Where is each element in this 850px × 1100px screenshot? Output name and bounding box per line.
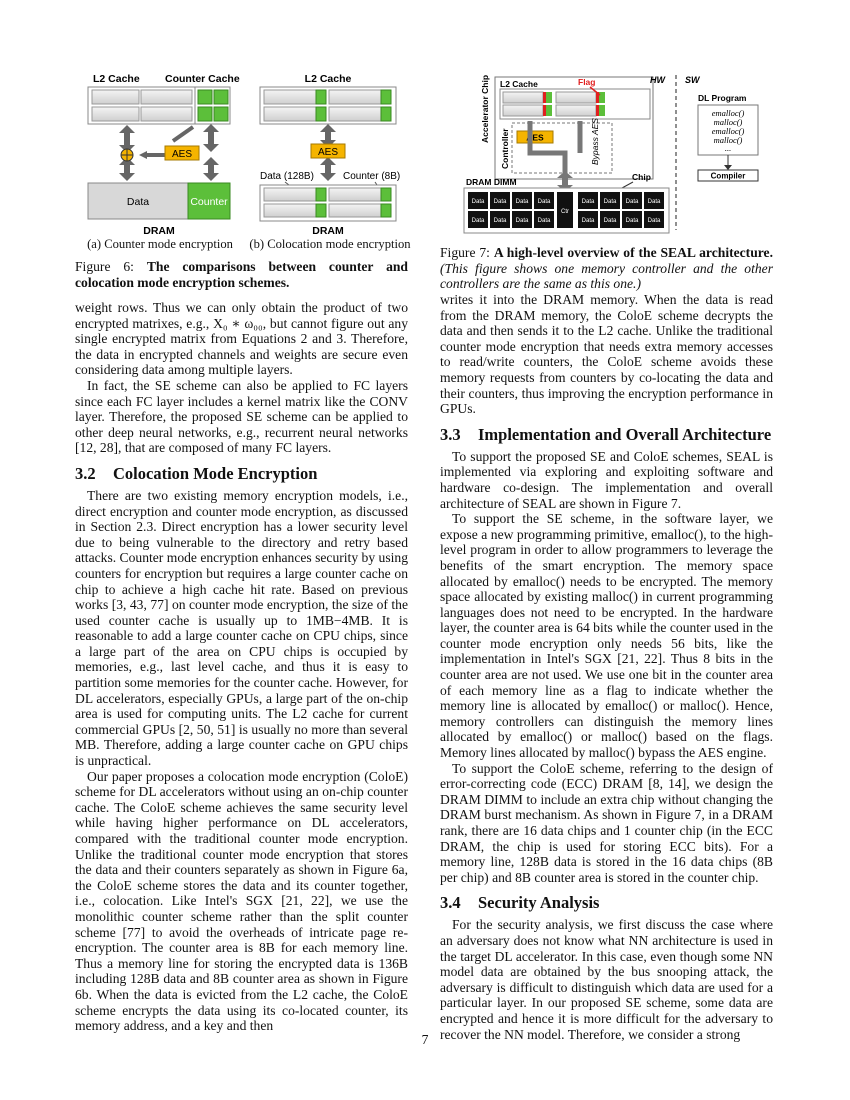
fig6b-counter-label: Counter (8B): [343, 171, 401, 182]
fig7-dl-program-label: DL Program: [698, 93, 747, 103]
fig6b-aes-label: AES: [317, 147, 339, 158]
figure-6-diagram: [75, 65, 415, 240]
fig7-counter-chip-label: Ctr: [561, 209, 569, 215]
right-column: [440, 292, 773, 1042]
fig7-hw-label: HW: [650, 75, 665, 85]
fig7-data-chip-label: Data: [625, 218, 639, 224]
fig7-data-chip-label: Data: [493, 218, 507, 224]
svg-text:malloc(): malloc(): [713, 135, 743, 145]
fig6a-aes-label: AES: [171, 149, 193, 160]
section-3-2-heading: 3.2 Colocation Mode Encryption: [75, 463, 318, 483]
fig7-data-chip-label: Data: [647, 199, 661, 205]
left-paragraph-2: In fact, the SE scheme can also be applied to FC layers since each FC layer includes a kernel matrix like the CONV layer. Therefore, the proposed SE scheme can be applied to other deep neural networks, e.g., recurrent neural networks [12, 28], that are composed of many FC layers.: [75, 377, 408, 456]
fig6a-dram-label: DRAM: [143, 225, 175, 237]
fig6b-l2-label: L2 Cache: [304, 73, 352, 85]
fig6a-subcaption: (a) Counter mode encryption: [87, 237, 233, 251]
fig7-data-chip-label: Data: [515, 218, 529, 224]
section-3-4-heading: 3.4 Security Analysis: [440, 893, 600, 913]
figure-7-caption: Figure 7: A high-level overview of the SEAL architecture. (This figure shows one memory controller and the other controllers are the same as this one.): [440, 245, 773, 292]
fig7-accelerator-chip-label: Accelerator Chip: [480, 74, 490, 143]
left-column: [75, 300, 408, 1034]
fig7-compiler-label: Compiler: [710, 171, 746, 181]
svg-text:emalloc(): emalloc(): [711, 126, 745, 136]
fig6b-dram-label: DRAM: [312, 225, 344, 237]
page-number: 7: [421, 1032, 429, 1047]
fig6b-subcaption: (b) Colocation mode encryption: [249, 237, 411, 251]
right-paragraph-4: To support the ColoE scheme, referring to the design of error-correcting code (ECC) DRAM [8, 14], we design the DRAM DIMM to include an extra chip without changing the DRAM burst mechanism. As shown in Figure 7, in a DRAM rank, there are 16 data chips and 1 counter chip (in the ECC DRAM, the chip is used for storing ECC bits). For a memory line, 128B data is stored in the 16 data chips (8B per chip) and 8B counter area is stored in the counter chip.: [440, 760, 773, 885]
fig7-data-chip-label: Data: [603, 199, 617, 205]
left-paragraph-3: There are two existing memory encryption models, i.e., direct encryption and counter mode encryption, as discussed in Section 2.3. Direct encryption has a lower security level due to being vulnerable to the directory and retry based attacks. Counter mode encryption enhances security by using counters for encryption but requires a large counter cache on chip to achieve a high cache hit rate. Based on previous works [3, 43, 77] on counter mode encryption, the size of the used counter cache is usually up to 1MB−4MB. It is reasonable to add a large counter cache on CPU chips, since a large part of the area on CPU chips is occupied by memories, e.g., last level cache, and thus it is easy to partition some memories for the counter cache. However, for DL accelerators, especially GPUs, a large part of the on-chip area is used for computing units. The L2 cache for current commercial GPUs [2, 50, 51] is usually no more than several MB. Therefore, adding a large counter cache on GPU chips is unpractical.: [75, 487, 408, 769]
fig7-data-chip-label: Data: [537, 199, 551, 205]
fig7-data-chip-label: Data: [537, 218, 551, 224]
fig7-data-chip-label: Data: [625, 199, 639, 205]
fig6a-data-label: Data: [126, 196, 150, 208]
section-3-3-heading: 3.3 Implementation and Overall Architecture: [440, 424, 772, 444]
fig7-data-chip-label: Data: [581, 218, 595, 224]
left-paragraph-4: Our paper proposes a colocation mode encryption (ColoE) scheme for DL accelerators without using an on-chip counter cache. The ColoE scheme achieves the same security level while having higher performance on DL accelerators, compared with the traditional counter mode encryption. Unlike the traditional counter mode encryption that stores the data and their counters separately as shown in Figure 6a, the ColoE scheme stores the data and its counter together, i.e., colocation. Like Intel's SGX [21, 22], we use the monolithic counter scheme rather than the split counter scheme [77] to avoid the overheads of intricate page re-encryption. The counter area is 8B for each memory line. Thus a memory line for storing the encrypted data is 136B including 128B data and 8B counter area as shown in Figure 6b. When the data is evicted from the L2 cache, the ColoE scheme encrypts the data using its co-located counter, its memory address, and a key and then: [75, 768, 408, 1034]
fig7-data-chip-label: Data: [515, 199, 529, 205]
fig7-data-chip-label: Data: [471, 218, 485, 224]
fig7-data-chip-label: Data: [581, 199, 595, 205]
fig7-data-chip-label: Data: [493, 199, 507, 205]
figure-6-caption: Figure 6: The comparisons between counter and colocation mode encryption schemes.: [75, 259, 408, 290]
fig7-bypass-label: Bypass AES: [590, 118, 600, 165]
fig7-l2-label: L2 Cache: [500, 79, 538, 89]
fig6a-counter-cache-label: Counter Cache: [165, 73, 240, 85]
fig7-flag-label: Flag: [578, 77, 596, 87]
figure-7: [440, 65, 775, 300]
right-paragraph-3: To support the SE scheme, in the software layer, we expose a new programming primitive, emalloc(), to the high-level program in order to allow programmers to leverage the benefits of the smart encryption. The memory space allocated by emalloc() needs to be encrypted. The memory space allocated by existing malloc() in current programming languages does not need to be encrypted. In the hardware layer, the counter area is 64 bits while the counter used in the counter mode encryption only needs 56 bits, like the implementation in Intel's SGX [21, 22]. Thus 8 bits in the counter area are not used. We use one bit in the counter area of each memory line as a flag to indicate whether the memory line is allocated by emalloc() or malloc(). Hence, memory controllers can distinguish the memory lines allocated by emalloc() or malloc() based on the flags. Memory lines allocated by malloc() bypass the AES engine.: [440, 511, 773, 761]
left-paragraph-1: weight rows. Thus we can only obtain the product of two encrypted matrixes, e.g., X₀ ∗ ω₀₀, but cannot figure out any single encrypted matrix from Equations 2 and 3. Therefore, the data in encrypted channels and weights are secure even considering data among multiple layers.: [75, 300, 408, 378]
figure-7-diagram: [440, 65, 775, 235]
right-paragraph-5: For the security analysis, we first discuss the case where an adversary does not know what NN architecture is used in the target DL accelerator. In this case, even though some NN model data are obtained by the bus snooping attack, the adversary is difficult to distinguish which data are used for a particular layer. In our proposed SE scheme, some data are encrypted and hence it is more difficult for the adversary to recover the NN model. Therefore, we consider a strong: [440, 917, 773, 1042]
svg-text:emalloc(): emalloc(): [711, 108, 745, 118]
right-paragraph-1: writes it into the DRAM memory. When the data is read from the DRAM memory, the ColoE scheme decrypts the data and then sends it to the L2 cache. Unlike the traditional counter mode encryption that needs extra memory accesses to read/write counters, the ColoE scheme avoids these memory requests from counters by co-locating the data and their counters, thus improving the encryption performance in GPUs.: [440, 292, 773, 417]
figure-6: [75, 65, 415, 305]
svg-text:...: ...: [724, 143, 732, 153]
fig7-sw-label: SW: [685, 75, 700, 85]
fig7-data-chip-label: Data: [647, 218, 661, 224]
svg-text:malloc(): malloc(): [713, 117, 743, 127]
fig7-controller-label: Controller: [500, 128, 510, 169]
fig7-dram-dimm-label: DRAM DIMM: [466, 177, 517, 187]
fig7-chip-label: Chip: [632, 172, 651, 182]
fig7-data-chip-label: Data: [471, 199, 485, 205]
fig7-data-chip-label: Data: [603, 218, 617, 224]
fig6b-data-label: Data (128B): [260, 171, 314, 182]
fig7-aes-label: AES: [526, 132, 544, 143]
right-paragraph-2: To support the proposed SE and ColoE schemes, SEAL is implemented via exploring and exploiting software and hardware co-design. The implementation and overall architecture of SEAL are shown in Figure 7.: [440, 448, 773, 511]
fig6a-l2-label: L2 Cache: [93, 73, 140, 85]
fig6a-counter-label: Counter: [190, 196, 228, 208]
